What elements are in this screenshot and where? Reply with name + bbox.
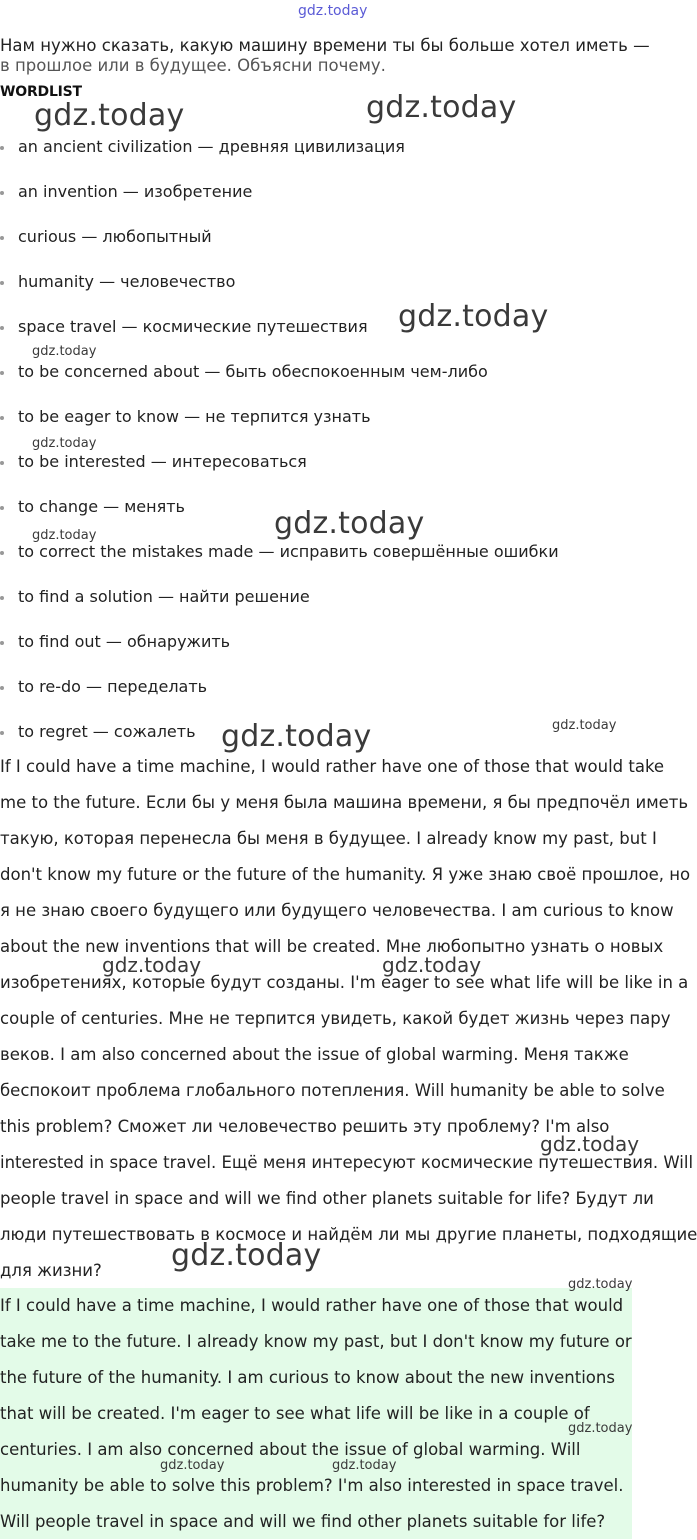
wordlist-item: to change — менять bbox=[18, 497, 185, 516]
english-line: If I could have a time machine, I would rather have one of those that would bbox=[0, 1296, 624, 1315]
answer-line: me to the future. Если бы у меня была машина времени, я бы предпочёл иметь bbox=[0, 793, 689, 812]
answer-line: this problem? Сможет ли человечество решить эту проблему? I'm also bbox=[0, 1117, 610, 1136]
watermark: gdz.today bbox=[552, 718, 617, 733]
answer-line: люди путешествовать в космосе и найдём ли мы другие планеты, подходящие bbox=[0, 1225, 697, 1244]
wordlist-item: to be eager to know — не терпится узнать bbox=[18, 407, 371, 426]
watermark: gdz.today bbox=[221, 719, 372, 754]
english-line: the future of the humanity. I am curious to know about the new inventions bbox=[0, 1368, 615, 1387]
wordlist-item: to be interested — интересоваться bbox=[18, 452, 307, 471]
watermark: gdz.today bbox=[102, 953, 202, 977]
watermark: gdz.today bbox=[366, 90, 517, 125]
watermark: gdz.today bbox=[32, 436, 97, 451]
english-line: take me to the future. I already know my past, but I don't know my future or bbox=[0, 1332, 632, 1351]
wordlist-item: an invention — изобретение bbox=[18, 182, 253, 201]
answer-line: don't know my future or the future of the humanity. Я уже знаю своё прошлое, но bbox=[0, 865, 691, 884]
wordlist-item: space travel — космические путешествия bbox=[18, 317, 368, 336]
answer-line: веков. I am also concerned about the issue of global warming. Меня также bbox=[0, 1045, 629, 1064]
answer-line: interested in space travel. Ещё меня интересуют космические путешествия. Will bbox=[0, 1153, 694, 1172]
wordlist-item: to re-do — переделать bbox=[18, 677, 208, 696]
answer-paragraph bbox=[0, 749, 697, 1292]
watermark: gdz.today bbox=[34, 98, 185, 133]
answer-line: я не знаю своего будущего или будущего человечества. I am curious to know bbox=[0, 901, 674, 920]
wordlist-item: curious — любопытный bbox=[18, 227, 212, 246]
answer-line: беспокоит проблема глобального потепления. Will humanity be able to solve bbox=[0, 1081, 665, 1100]
watermark: gdz.today bbox=[160, 1458, 225, 1473]
watermark: gdz.today bbox=[398, 299, 549, 334]
watermark: gdz.today bbox=[274, 506, 425, 541]
wordlist-item: to correct the mistakes made — исправить совершённые ошибки bbox=[18, 542, 559, 561]
wordlist-item: humanity — человечество bbox=[18, 272, 236, 291]
wordlist-item: an ancient civilization — древняя цивилизация bbox=[18, 137, 405, 156]
watermark-top: gdz.today bbox=[298, 3, 368, 19]
answer-line: people travel in space and will we find other planets suitable for life? Будут ли bbox=[0, 1189, 654, 1208]
watermark: gdz.today bbox=[568, 1421, 633, 1436]
wordlist-title: WORDLIST bbox=[0, 84, 82, 100]
english-line: centuries. I am also concerned about the issue of global warming. Will bbox=[0, 1440, 581, 1459]
english-line: humanity be able to solve this problem? I'm also interested in space travel. bbox=[0, 1476, 624, 1495]
watermark: gdz.today bbox=[540, 1132, 640, 1156]
answer-line: about the new inventions that will be created. Мне любопытно узнать о новых bbox=[0, 937, 664, 956]
answer-line: If I could have a time machine, I would rather have one of those that would take bbox=[0, 757, 665, 776]
watermark: gdz.today bbox=[332, 1458, 397, 1473]
wordlist-item: to regret — сожалеть bbox=[18, 722, 196, 741]
watermark: gdz.today bbox=[32, 528, 97, 543]
watermark: gdz.today bbox=[32, 344, 97, 359]
english-line: Will people travel in space and will we find other planets suitable for life? bbox=[0, 1512, 606, 1531]
wordlist-item: to find a solution — найти решение bbox=[18, 587, 310, 606]
watermark: gdz.today bbox=[382, 953, 482, 977]
answer-line: изобретениях, которые будут созданы. I'm eager to see what life will be like in a bbox=[0, 973, 689, 992]
watermark: gdz.today bbox=[171, 1238, 322, 1273]
answer-line: такую, которая перенесла бы меня в будущее. I already know my past, but I bbox=[0, 829, 657, 848]
wordlist-item: to find out — обнаружить bbox=[18, 632, 231, 651]
wordlist-item: to be concerned about — быть обеспокоенным чем-либо bbox=[18, 362, 488, 381]
english-line: that will be created. I'm eager to see what life will be like in a couple of bbox=[0, 1404, 590, 1423]
intro-cut-line: в прошлое или в будущее. Объясни почему. bbox=[0, 56, 386, 75]
watermark: gdz.today bbox=[568, 1277, 633, 1292]
intro-line: Нам нужно сказать, какую машину времени ты бы больше хотел иметь — bbox=[0, 36, 650, 55]
answer-line: couple of centuries. Мне не терпится увидеть, какой будет жизнь через пару bbox=[0, 1009, 671, 1028]
answer-line: для жизни? bbox=[0, 1261, 102, 1280]
english-answer-paragraph bbox=[0, 1288, 680, 1540]
